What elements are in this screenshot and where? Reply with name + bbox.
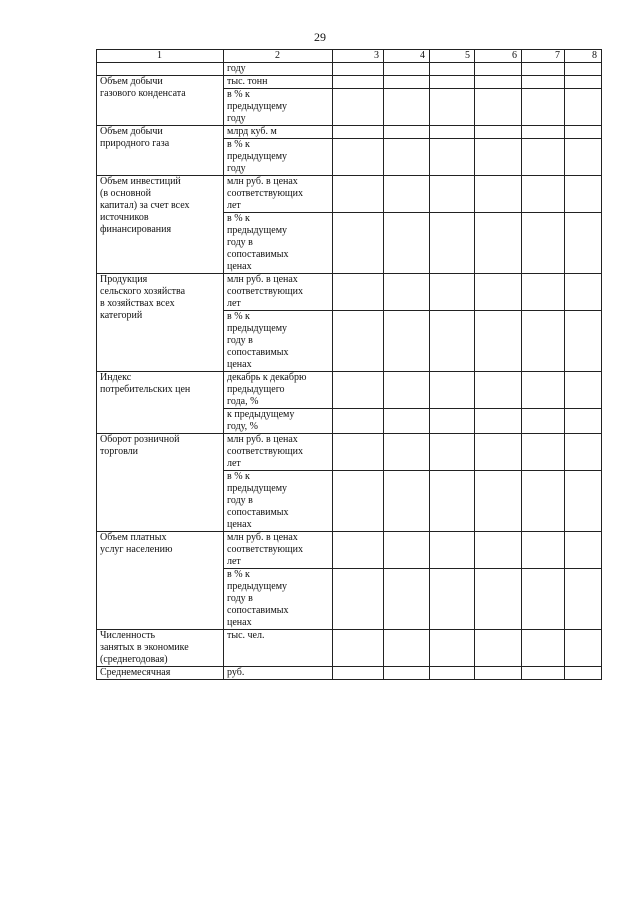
header-col-6: 6 <box>475 50 522 63</box>
value-cell-col-4 <box>384 63 430 76</box>
unit-cell: году <box>224 63 333 76</box>
value-cell-col-6 <box>475 176 522 213</box>
unit-cell: млрд куб. м <box>224 126 333 139</box>
unit-cell: в % к предыдущему году <box>224 139 333 176</box>
table-row <box>97 667 602 680</box>
value-cell-col-7 <box>522 274 565 311</box>
unit-cell: в % к предыдущему году в сопоставимых ценах <box>224 311 333 372</box>
value-cell-col-4 <box>384 569 430 630</box>
value-cell-col-3 <box>333 176 384 213</box>
value-cell-col-7 <box>522 213 565 274</box>
value-cell-col-7 <box>522 532 565 569</box>
table-row <box>97 532 602 569</box>
value-cell-col-5 <box>430 471 475 532</box>
indicator-cell: Объем инвестиций (в основной капитал) за счет всех источников финансирования <box>97 176 224 274</box>
unit-cell: млн руб. в ценах соответствующих лет <box>224 274 333 311</box>
value-cell-col-4 <box>384 532 430 569</box>
value-cell-col-6 <box>475 89 522 126</box>
value-cell-col-7 <box>522 176 565 213</box>
header-col-3: 3 <box>333 50 384 63</box>
unit-cell: млн руб. в ценах соответствующих лет <box>224 434 333 471</box>
unit-cell: млн руб. в ценах соответствующих лет <box>224 532 333 569</box>
value-cell-col-6 <box>475 213 522 274</box>
table-row <box>97 176 602 213</box>
page-number: 29 <box>314 30 326 44</box>
value-cell-col-6 <box>475 434 522 471</box>
value-cell-col-8 <box>565 532 602 569</box>
value-cell-col-4 <box>384 409 430 434</box>
table-row <box>97 630 602 667</box>
value-cell-col-6 <box>475 630 522 667</box>
value-cell-col-7 <box>522 434 565 471</box>
value-cell-col-4 <box>384 139 430 176</box>
unit-cell: руб. <box>224 667 333 680</box>
unit-cell: в % к предыдущему году в сопоставимых ценах <box>224 471 333 532</box>
table-row <box>97 434 602 471</box>
table-row <box>97 76 602 89</box>
value-cell-col-5 <box>430 89 475 126</box>
value-cell-col-8 <box>565 76 602 89</box>
indicator-cell: Объем платных услуг населению <box>97 532 224 630</box>
value-cell-col-7 <box>522 409 565 434</box>
table-row <box>97 274 602 311</box>
value-cell-col-8 <box>565 311 602 372</box>
table-row <box>97 63 602 76</box>
value-cell-col-4 <box>384 372 430 409</box>
value-cell-col-7 <box>522 569 565 630</box>
value-cell-col-3 <box>333 409 384 434</box>
value-cell-col-7 <box>522 311 565 372</box>
value-cell-col-3 <box>333 667 384 680</box>
value-cell-col-5 <box>430 139 475 176</box>
value-cell-col-5 <box>430 409 475 434</box>
value-cell-col-8 <box>565 434 602 471</box>
value-cell-col-5 <box>430 63 475 76</box>
value-cell-col-7 <box>522 667 565 680</box>
value-cell-col-3 <box>333 372 384 409</box>
value-cell-col-4 <box>384 89 430 126</box>
indicators-table <box>96 49 602 680</box>
indicator-cell: Объем добычи природного газа <box>97 126 224 176</box>
value-cell-col-8 <box>565 213 602 274</box>
value-cell-col-4 <box>384 274 430 311</box>
unit-cell: в % к предыдущему году в сопоставимых ценах <box>224 213 333 274</box>
value-cell-col-5 <box>430 667 475 680</box>
value-cell-col-8 <box>565 630 602 667</box>
header-col-5: 5 <box>430 50 475 63</box>
value-cell-col-4 <box>384 434 430 471</box>
unit-cell: млн руб. в ценах соответствующих лет <box>224 176 333 213</box>
value-cell-col-4 <box>384 176 430 213</box>
value-cell-col-5 <box>430 311 475 372</box>
unit-cell: тыс. чел. <box>224 630 333 667</box>
value-cell-col-5 <box>430 126 475 139</box>
header-col-2: 2 <box>224 50 333 63</box>
value-cell-col-8 <box>565 126 602 139</box>
value-cell-col-7 <box>522 126 565 139</box>
value-cell-col-8 <box>565 409 602 434</box>
value-cell-col-8 <box>565 139 602 176</box>
value-cell-col-5 <box>430 569 475 630</box>
indicator-cell: Среднемесячная <box>97 667 224 680</box>
value-cell-col-8 <box>565 372 602 409</box>
value-cell-col-7 <box>522 89 565 126</box>
value-cell-col-3 <box>333 274 384 311</box>
value-cell-col-8 <box>565 471 602 532</box>
unit-cell: в % к предыдущему году в сопоставимых ценах <box>224 569 333 630</box>
value-cell-col-6 <box>475 76 522 89</box>
table-body <box>97 63 602 680</box>
value-cell-col-4 <box>384 126 430 139</box>
value-cell-col-8 <box>565 63 602 76</box>
unit-cell: в % к предыдущему году <box>224 89 333 126</box>
value-cell-col-3 <box>333 532 384 569</box>
value-cell-col-7 <box>522 372 565 409</box>
value-cell-col-3 <box>333 569 384 630</box>
indicator-cell <box>97 63 224 76</box>
indicator-cell: Индекс потребительских цен <box>97 372 224 434</box>
table-row <box>97 126 602 139</box>
value-cell-col-3 <box>333 213 384 274</box>
value-cell-col-4 <box>384 311 430 372</box>
value-cell-col-8 <box>565 274 602 311</box>
value-cell-col-8 <box>565 667 602 680</box>
value-cell-col-3 <box>333 471 384 532</box>
value-cell-col-3 <box>333 89 384 126</box>
value-cell-col-4 <box>384 471 430 532</box>
value-cell-col-5 <box>430 630 475 667</box>
unit-cell: к предыдущему году, % <box>224 409 333 434</box>
value-cell-col-8 <box>565 569 602 630</box>
indicator-cell: Объем добычи газового конденсата <box>97 76 224 126</box>
header-col-7: 7 <box>522 50 565 63</box>
unit-cell: тыс. тонн <box>224 76 333 89</box>
value-cell-col-4 <box>384 213 430 274</box>
value-cell-col-5 <box>430 532 475 569</box>
value-cell-col-8 <box>565 176 602 213</box>
value-cell-col-5 <box>430 434 475 471</box>
value-cell-col-7 <box>522 76 565 89</box>
value-cell-col-3 <box>333 139 384 176</box>
value-cell-col-3 <box>333 126 384 139</box>
value-cell-col-4 <box>384 76 430 89</box>
value-cell-col-6 <box>475 274 522 311</box>
value-cell-col-7 <box>522 471 565 532</box>
value-cell-col-7 <box>522 63 565 76</box>
header-row <box>97 50 602 63</box>
value-cell-col-6 <box>475 63 522 76</box>
value-cell-col-5 <box>430 372 475 409</box>
value-cell-col-3 <box>333 434 384 471</box>
value-cell-col-5 <box>430 274 475 311</box>
value-cell-col-3 <box>333 311 384 372</box>
value-cell-col-5 <box>430 76 475 89</box>
value-cell-col-3 <box>333 630 384 667</box>
value-cell-col-6 <box>475 569 522 630</box>
value-cell-col-6 <box>475 667 522 680</box>
value-cell-col-6 <box>475 139 522 176</box>
value-cell-col-6 <box>475 372 522 409</box>
indicator-cell: Оборот розничной торговли <box>97 434 224 532</box>
header-col-4: 4 <box>384 50 430 63</box>
header-col-1: 1 <box>97 50 224 63</box>
table-row <box>97 372 602 409</box>
unit-cell: декабрь к декабрю предыдущего года, % <box>224 372 333 409</box>
value-cell-col-3 <box>333 76 384 89</box>
value-cell-col-7 <box>522 630 565 667</box>
value-cell-col-6 <box>475 471 522 532</box>
indicator-cell: Продукция сельского хозяйства в хозяйствах всех категорий <box>97 274 224 372</box>
value-cell-col-5 <box>430 176 475 213</box>
value-cell-col-3 <box>333 63 384 76</box>
value-cell-col-4 <box>384 667 430 680</box>
header-col-8: 8 <box>565 50 602 63</box>
value-cell-col-6 <box>475 311 522 372</box>
value-cell-col-5 <box>430 213 475 274</box>
value-cell-col-7 <box>522 139 565 176</box>
indicator-cell: Численность занятых в экономике (среднегодовая) <box>97 630 224 667</box>
value-cell-col-6 <box>475 126 522 139</box>
value-cell-col-6 <box>475 532 522 569</box>
value-cell-col-4 <box>384 630 430 667</box>
value-cell-col-6 <box>475 409 522 434</box>
value-cell-col-8 <box>565 89 602 126</box>
